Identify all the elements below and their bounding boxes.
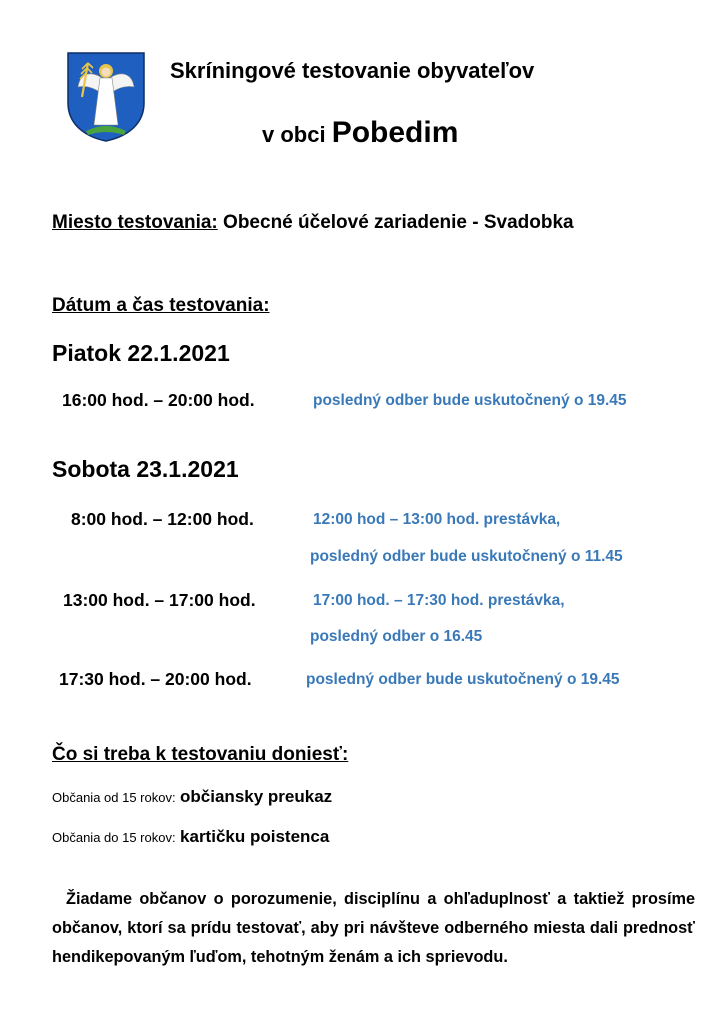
- slot-time: 17:30 hod. – 20:00 hod.: [59, 669, 252, 689]
- slot-time: 13:00 hod. – 17:00 hod.: [63, 590, 256, 610]
- title-prefix: v obci: [262, 122, 326, 147]
- slot-note: posledný odber bude uskutočnený o 19.45: [306, 671, 620, 688]
- bring-what: občiansky preukaz: [180, 787, 333, 806]
- bring-item: [52, 827, 329, 847]
- coat-of-arms-crest-icon: [66, 51, 146, 143]
- bring-who: Občania od 15 rokov:: [52, 790, 176, 805]
- slot-note: 17:00 hod. – 17:30 hod. prestávka,: [313, 592, 565, 609]
- bring-item: [52, 787, 332, 807]
- day-heading: Piatok 22.1.2021: [52, 340, 230, 366]
- notice-paragraph: Žiadame občanov o porozumenie, disciplínu a ohľaduplnosť a taktiež prosíme občanov, ktorí sa prídu testovať, aby pri návšteve odberného miesta dali prednosť hendikepovaným ľuďom, tehotným ženám a ich sprievodu.: [52, 890, 695, 966]
- slot-note: 12:00 hod – 13:00 hod. prestávka,: [313, 511, 561, 528]
- location-row: [52, 212, 574, 234]
- title-town: Pobedim: [331, 116, 459, 149]
- page-title-line1: Skríningové testovanie obyvateľov: [170, 58, 535, 83]
- slot-note-2: posledný odber o 16.45: [310, 628, 483, 645]
- page-title-line2: [262, 116, 458, 150]
- day-heading: Sobota 23.1.2021: [52, 456, 239, 482]
- bring-who: Občania do 15 rokov:: [52, 830, 176, 845]
- bring-what: kartičku poistenca: [180, 827, 330, 846]
- schedule-label: Dátum a čas testovania:: [52, 295, 270, 316]
- slot-time: 8:00 hod. – 12:00 hod.: [71, 509, 254, 529]
- bring-label: Čo si treba k testovaniu doniesť:: [52, 744, 349, 765]
- slot-note-2: posledný odber bude uskutočnený o 11.45: [310, 548, 623, 565]
- slot-time: 16:00 hod. – 20:00 hod.: [62, 390, 255, 410]
- location-value: Obecné účelové zariadenie - Svadobka: [223, 212, 574, 233]
- slot-note: posledný odber bude uskutočnený o 19.45: [313, 392, 627, 409]
- location-label: Miesto testovania:: [52, 212, 218, 233]
